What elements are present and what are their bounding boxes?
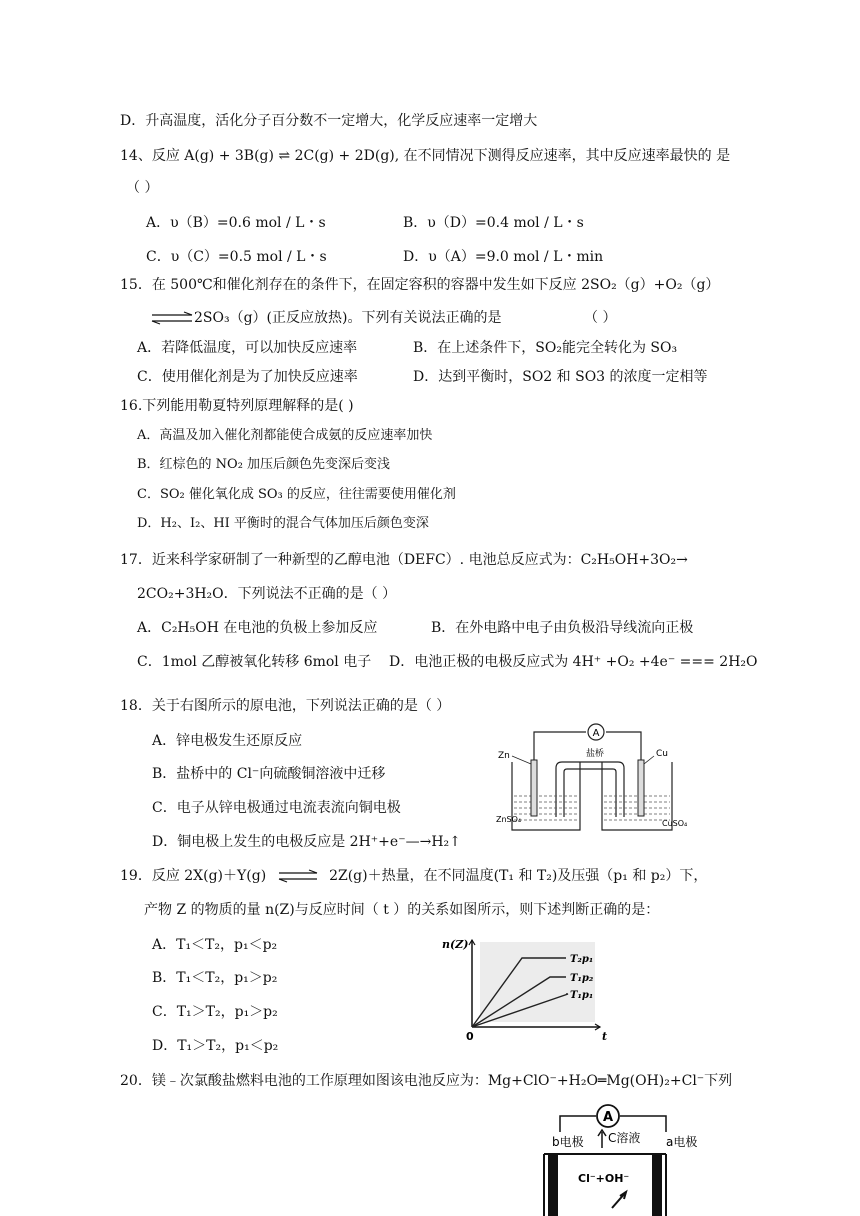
ions-label: Cl⁻+OH⁻ (578, 1172, 630, 1185)
curve-label-t1p1: T₁p₁ (570, 990, 594, 1001)
a-electrode-plate (652, 1154, 662, 1216)
q18-option-d: D．铜电极上发生的电极反应是 2H⁺+e⁻—→H₂↑ (152, 834, 461, 850)
galvanic-cell-figure (494, 722, 704, 837)
q17-option-b: B．在外电路中电子由负极沿导线流向正极 (431, 620, 694, 636)
q20-stem: 20．镁﹣次氯酸盐燃料电池的工作原理如图该电池反应为：Mg+ClO⁻+H₂O═Mg(OH)₂+Cl⁻下列 (120, 1073, 733, 1089)
a-electrode-label: a电极 (666, 1135, 698, 1149)
q17-option-c: C．1mol 乙醇被氧化转移 6mol 电子 (137, 654, 372, 670)
q19-stem-1a: 19．反应 2X(g)＋Y(g) (120, 868, 267, 884)
c-solution-label: C溶液 (608, 1131, 641, 1145)
q14-option-b: B．υ（D）=0.4 mol / L・s (403, 215, 584, 231)
q17-stem-1: 17．近来科学家研制了一种新型的乙醇电池（DEFC）. 电池总反应式为：C₂H₅OH+3O₂→ (120, 552, 688, 568)
q18-option-c: C．电子从锌电极通过电流表流向铜电极 (152, 800, 401, 816)
q17-option-a: A．C₂H₅OH 在电池的负极上参加反应 (137, 620, 378, 636)
q16-option-d: D．H₂、I₂、HI 平衡时的混合气体加压后颜色变深 (137, 516, 429, 531)
q14-option-c: C．υ（C）=0.5 mol / L・s (146, 249, 327, 265)
q15-stem-1: 15．在 500℃和催化剂存在的条件下，在固定容积的容器中发生如下反应 2SO₂（g）+O₂（g） (120, 277, 720, 293)
q18-option-a: A．锌电极发生还原反应 (152, 733, 303, 749)
q17-stem-2: 2CO₂+3H₂O．下列说法不正确的是（ ） (137, 586, 397, 602)
q19-stem-1 (120, 866, 707, 886)
q19-option-d: D．T₁＞T₂，p₁＜p₂ (152, 1038, 279, 1054)
fuel-cell-figure (540, 1102, 720, 1216)
b-electrode-plate (548, 1154, 558, 1216)
znso4-label: ZnSO₄ (496, 815, 522, 824)
curve-label-t2p1: T₂p₁ (570, 954, 594, 965)
q15-option-a: A．若降低温度，可以加快反应速率 (137, 340, 358, 356)
q14-paren: （ ） (126, 180, 159, 196)
q14-stem: 14、反应 A(g) + 3B(g) ⇌ 2C(g) + 2D(g), 在不同情况下测得反应速率，其中反应速率最快的 是 (120, 148, 731, 164)
q19-option-b: B．T₁＜T₂，p₁＞p₂ (152, 970, 278, 986)
q14-option-d: D．υ（A）=9.0 mol / L・min (403, 249, 604, 265)
zn-electrode-label: Zn (498, 751, 510, 761)
q16-stem: 16.下列能用勒夏特列原理解释的是( ) (120, 398, 354, 414)
q15-paren: （ ） (584, 310, 617, 326)
salt-bridge-label: 盐桥 (586, 749, 605, 759)
q15-stem-2-row (150, 308, 501, 328)
y-axis-label: n(Z) (442, 938, 469, 951)
q15-stem-2: 2SO₃（g）(正反应放热)。下列有关说法正确的是 (194, 310, 502, 326)
x-axis-label: t (602, 1030, 608, 1043)
equilibrium-arrow-icon (277, 869, 319, 883)
q14-option-a: A．υ（B）=0.6 mol / L・s (146, 215, 326, 231)
q18-stem: 18．关于右图所示的原电池，下列说法正确的是（ ） (120, 698, 451, 714)
equilibrium-arrow-icon (150, 311, 194, 325)
curve-label-t1p2: T₁p₂ (570, 973, 594, 984)
q13-option-d: D．升高温度，活化分子百分数不一定增大，化学反应速率一定增大 (120, 113, 538, 129)
origin-label: 0 (466, 1030, 474, 1043)
q15-option-d: D．达到平衡时，SO2 和 SO3 的浓度一定相等 (413, 369, 708, 385)
q19-option-c: C．T₁＞T₂，p₁＞p₂ (152, 1004, 278, 1020)
q19-stem-2: 产物 Z 的物质的量 n(Z)与反应时间（ t ）的关系如图所示，则下述判断正确的是： (144, 902, 660, 918)
q15-option-c: C．使用催化剂是为了加快反应速率 (137, 369, 358, 385)
q18-option-b: B．盐桥中的 Cl⁻向硫酸铜溶液中迁移 (152, 766, 386, 782)
ammeter-label: A (592, 728, 600, 739)
q16-option-c: C．SO₂ 催化氧化成 SO₃ 的反应，往往需要使用催化剂 (137, 487, 456, 502)
cuso4-label: CuSO₄ (662, 819, 688, 828)
ammeter-label: A (602, 1110, 614, 1125)
cu-electrode-label: Cu (656, 749, 668, 759)
q16-option-a: A．高温及加入催化剂都能使合成氨的反应速率加快 (137, 428, 433, 443)
q15-option-b: B．在上述条件下，SO₂能完全转化为 SO₃ (413, 340, 678, 356)
nz-time-graph (440, 932, 620, 1047)
q17-option-d: D．电池正极的电极反应式为 4H⁺ +O₂ +4e⁻ === 2H₂O (389, 654, 758, 670)
q19-stem-1b: 2Z(g)＋热量，在不同温度(T₁ 和 T₂)及压强（p₁ 和 p₂）下， (329, 868, 708, 884)
b-electrode-label: b电极 (552, 1135, 584, 1149)
q16-option-b: B．红棕色的 NO₂ 加压后颜色先变深后变浅 (137, 457, 391, 472)
q19-option-a: A．T₁＜T₂，p₁＜p₂ (152, 937, 278, 953)
